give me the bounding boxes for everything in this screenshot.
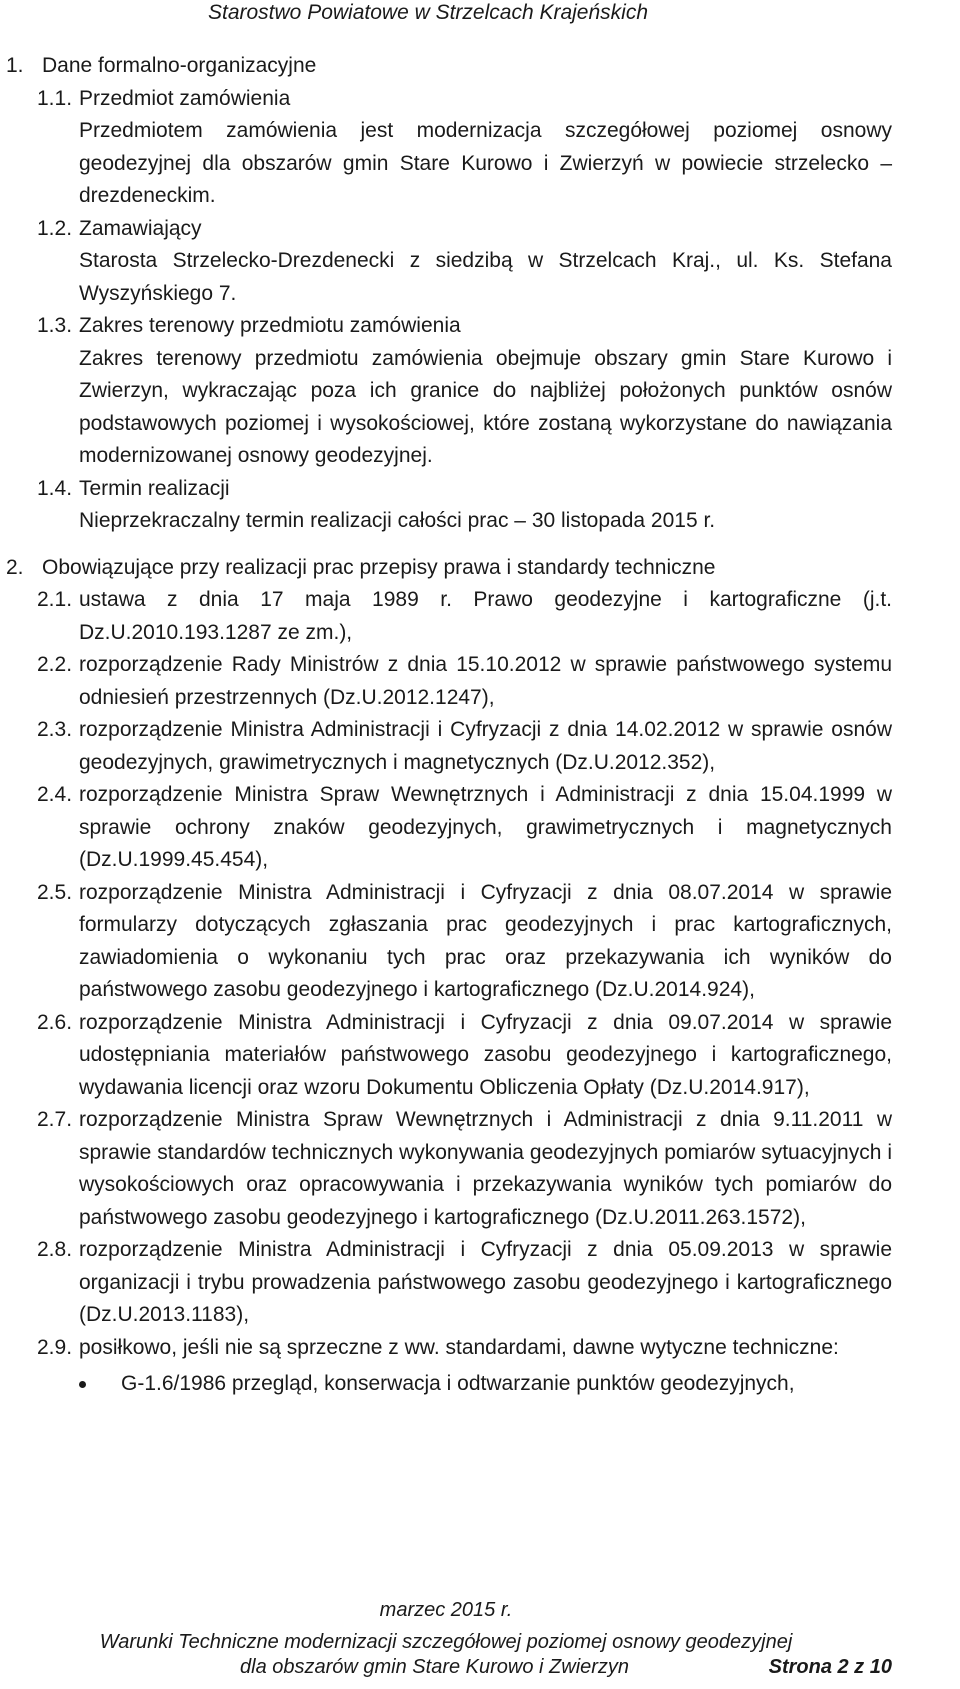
subsection-1-4-text: Nieprzekraczalny termin realizacji całości prac – 30 listopada 2015 r. [79, 509, 716, 532]
subsection-1-1-heading: 1.1. Przedmiot zamówienia [37, 86, 291, 110]
regulation-item: 2.4. rozporządzenie Ministra Spraw Wewnętrznych i Administracji z dnia 15.04.1999 w sprawie ochrony znaków geodezyjnych, grawimetrycznych i magnetycznych (Dz.U.1999.45.454), [37, 783, 892, 871]
regulation-item: 2.6. rozporządzenie Ministra Administracji i Cyfryzacji z dnia 09.07.2014 w sprawie udostępniania materiałów państwowego zasobu geodezyjnego i kartograficznego, wydawania licencji oraz wzoru Dokumentu Obliczenia Opłaty (Dz.U.2014.917), [37, 1010, 892, 1099]
bullet-item: G-1.6/1986 przegląd, konserwacja i odtwarzanie punktów geodezyjnych, [0, 1368, 892, 1401]
document-body [0, 50, 892, 1401]
subsection-1-3-heading: 1.3. Zakres terenowy przedmiotu zamówienia [37, 314, 461, 337]
section-number: 2. [6, 555, 24, 579]
page-number: Strona 2 z 10 [768, 1656, 892, 1678]
bullet-dot-icon [79, 1368, 121, 1401]
regulation-item: 2.5. rozporządzenie Ministra Administracji i Cyfryzacji z dnia 08.07.2014 w sprawie formularzy dotyczących zgłaszania prac geodezyjnych i prac kartograficznych, zawiadomienia o wykonaniu tych prac oraz przekazywania ich wyników do państwowego zasobu geodezyjnego i kartograficznego (Dz.U.2014.924), [37, 880, 892, 1001]
regulation-item: 2.9. posiłkowo, jeśli nie są sprzeczne z ww. standardami, dawne wytyczne techniczne: [37, 1335, 839, 1359]
regulation-item: 2.7. rozporządzenie Ministra Spraw Wewnętrznych i Administracji z dnia 9.11.2011 w sprawie standardów technicznych wykonywania geodezyjnych pomiarów sytuacyjnych i wysokościowych oraz opracowywania i przekazywania wyników tych pomiarów do państwowego zasobu geodezyjnego i kartograficznego (Dz.U.2011.263.1572), [37, 1108, 892, 1229]
subsection-1-2-heading: 1.2. Zamawiający [37, 216, 202, 240]
subsection-1-4-heading: 1.4. Termin realizacji [37, 476, 230, 500]
footer-subtitle: dla obszarów gmin Stare Kurowo i Zwierzyn [240, 1656, 630, 1678]
subsection-1-3-text: Zakres terenowy przedmiotu zamówienia obejmuje obszary gmin Stare Kurowo i Zwierzyn, wykraczając poza ich granice do najbliżej położonych punktów osnów podstawowych poziomej i wysokościowej, które zostaną wykorzystane do nawiązania modernizowanej osnowy geodezyjnej. [79, 346, 892, 467]
section-title: Obowiązujące przy realizacji prac przepisy prawa i standardy techniczne [42, 555, 716, 579]
subsection-1-1-text: Przedmiotem zamówienia jest modernizacja szczegółowej poziomej osnowy geodezyjnej dla obszarów gmin Stare Kurowo i Zwierzyń w powiecie strzelecko – drezdeneckim. [79, 119, 892, 207]
regulation-item: 2.8. rozporządzenie Ministra Administracji i Cyfryzacji z dnia 05.09.2013 w sprawie organizacji i trybu prowadzenia państwowego zasobu geodezyjnego i kartograficznego (Dz.U.2013.1183), [37, 1238, 892, 1326]
page-header: Starostwo Powiatowe w Strzelcach Krajeńskich [207, 1, 648, 24]
regulation-item: 2.1. ustawa z dnia 17 maja 1989 r. Prawo geodezyjne i kartograficzne (j.t. Dz.U.2010.193.1287 ze zm.), [37, 588, 892, 644]
footer-date: marzec 2015 r. [379, 1599, 513, 1621]
section-title: Dane formalno-organizacyjne [42, 54, 317, 77]
section-1-heading [0, 50, 892, 83]
footer-title: Warunki Techniczne modernizacji szczegółowej poziomej osnowy geodezyjnej [99, 1631, 793, 1653]
subsection-1-2-text: Starosta Strzelecko-Drezdenecki z siedzibą w Strzelcach Kraj., ul. Ks. Stefana Wyszyńskiego 7. [79, 249, 892, 305]
regulation-item: 2.2. rozporządzenie Rady Ministrów z dnia 15.10.2012 w sprawie państwowego systemu odniesień przestrzennych (Dz.U.2012.1247), [37, 653, 892, 709]
section-number: 1. [6, 54, 24, 77]
section-2-heading [0, 552, 892, 585]
regulation-item: 2.3. rozporządzenie Ministra Administracji i Cyfryzacji z dnia 14.02.2012 w sprawie osnów geodezyjnych, grawimetrycznych i magnetycznych (Dz.U.2012.352), [37, 718, 892, 774]
